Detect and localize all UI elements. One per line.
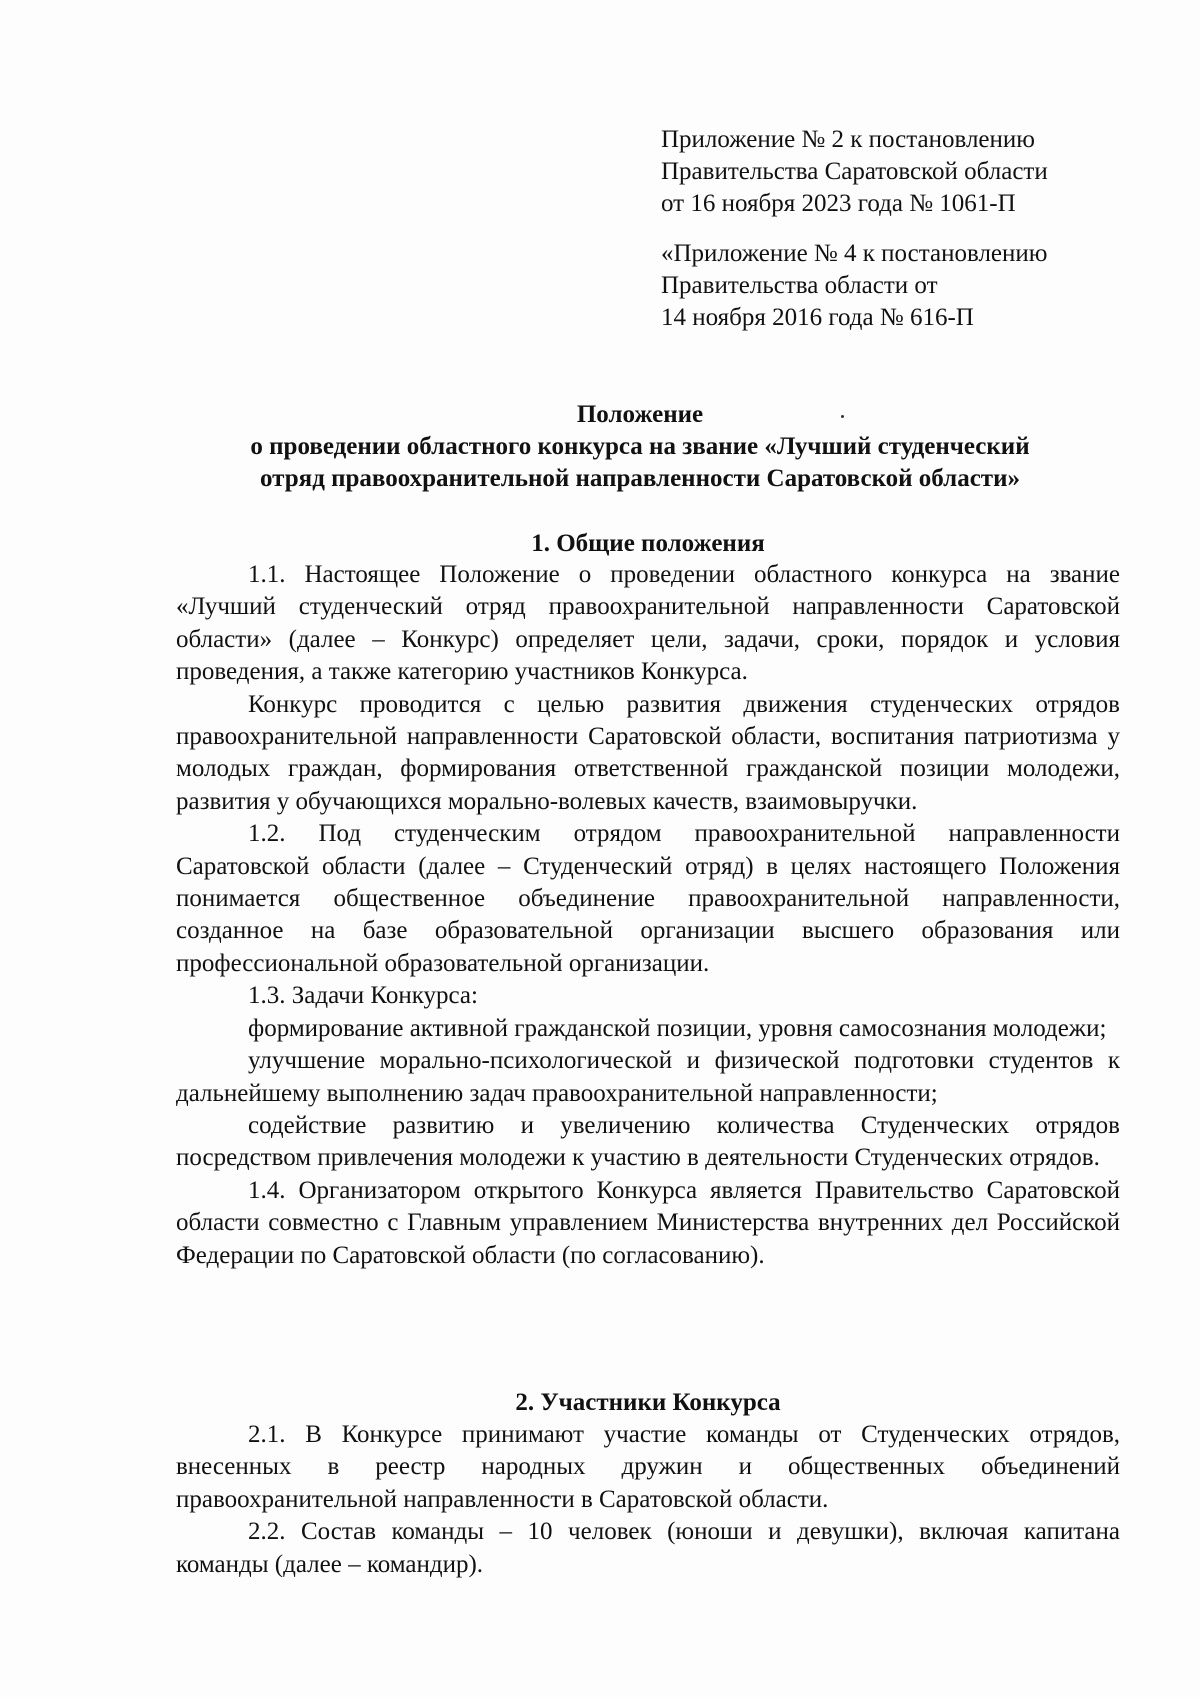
annex-line: Правительства области от bbox=[661, 272, 938, 299]
paragraph: содействие развитию и увеличению количества Студенческих отрядов посредством привлечения молодежи к участию в деятельности Студенческих отрядов. bbox=[176, 1111, 1120, 1172]
document-title bbox=[160, 399, 1120, 495]
annex-line: Правительства Саратовской области bbox=[661, 158, 1048, 185]
section-1-body bbox=[176, 559, 1120, 1272]
paragraph: 1.2. Под студенческим отрядом правоохранительной направленности Саратовской области (далее – Студенческий отряд) в целях настоящего Положения понимается общественное объединение правоохранительной направленности, созданное на базе образовательной организации высшего образования или профессиональной образовательной организации. bbox=[176, 820, 1120, 977]
annex-line: «Приложение № 4 к постановлению bbox=[661, 240, 1048, 267]
paragraph: 2.2. Состав команды – 10 человек (юноши и девушки), включая капитана команды (далее – командир). bbox=[176, 1518, 1120, 1578]
scan-speck bbox=[841, 415, 844, 418]
annex-line: 14 ноября 2016 года № 616-П bbox=[661, 304, 974, 331]
title-line: отряд правоохранительной направленности Саратовской области» bbox=[260, 465, 1020, 492]
annex-note-current bbox=[661, 124, 1141, 220]
title-line: Положение bbox=[576, 401, 704, 428]
section-1-heading: 1. Общие положения bbox=[531, 530, 765, 557]
annex-line: Приложение № 2 к постановлению bbox=[661, 126, 1035, 153]
paragraph: Конкурс проводится с целью развития движения студенческих отрядов правоохранительной направленности Саратовской области, воспитания патриотизма у молодых граждан, формирования ответственной гражданской позиции молодежи, развития у обучающихся морально-волевых качеств, взаимовыручки. bbox=[176, 690, 1120, 815]
paragraph: формирование активной гражданской позиции, уровня самосознания молодежи; bbox=[248, 1014, 1107, 1042]
paragraph: 2.1. В Конкурсе принимают участие команды от Студенческих отрядов, внесенных в реестр народных дружин и общественных объединений правоохранительной направленности в Саратовской области. bbox=[176, 1421, 1120, 1513]
paragraph: 1.1. Настоящее Положение о проведении областного конкурса на звание «Лучший студенческий отряд правоохранительной направленности Саратовской области» (далее – Конкурс) определяет цели, задачи, сроки, порядок и условия проведения, а также категорию участников Конкурса. bbox=[176, 561, 1120, 686]
annex-line: от 16 ноября 2023 года № 1061-П bbox=[661, 190, 1016, 217]
paragraph: 1.4. Организатором открытого Конкурса является Правительство Саратовской области совместно с Главным управлением Министерства внутренних дел Российской Федерации по Саратовской области (по согласованию). bbox=[176, 1176, 1120, 1269]
title-line: о проведении областного конкурса на звание «Лучший студенческий bbox=[250, 433, 1030, 460]
section-2-heading: 2. Участники Конкурса bbox=[515, 1389, 781, 1416]
annex-note-original bbox=[661, 238, 1141, 334]
paragraph: 1.3. Задачи Конкурса: bbox=[248, 982, 478, 1010]
paragraph: улучшение морально-психологической и физической подготовки студентов к дальнейшему выполнению задач правоохранительной направленности; bbox=[176, 1047, 1120, 1107]
section-2-body bbox=[176, 1419, 1120, 1581]
